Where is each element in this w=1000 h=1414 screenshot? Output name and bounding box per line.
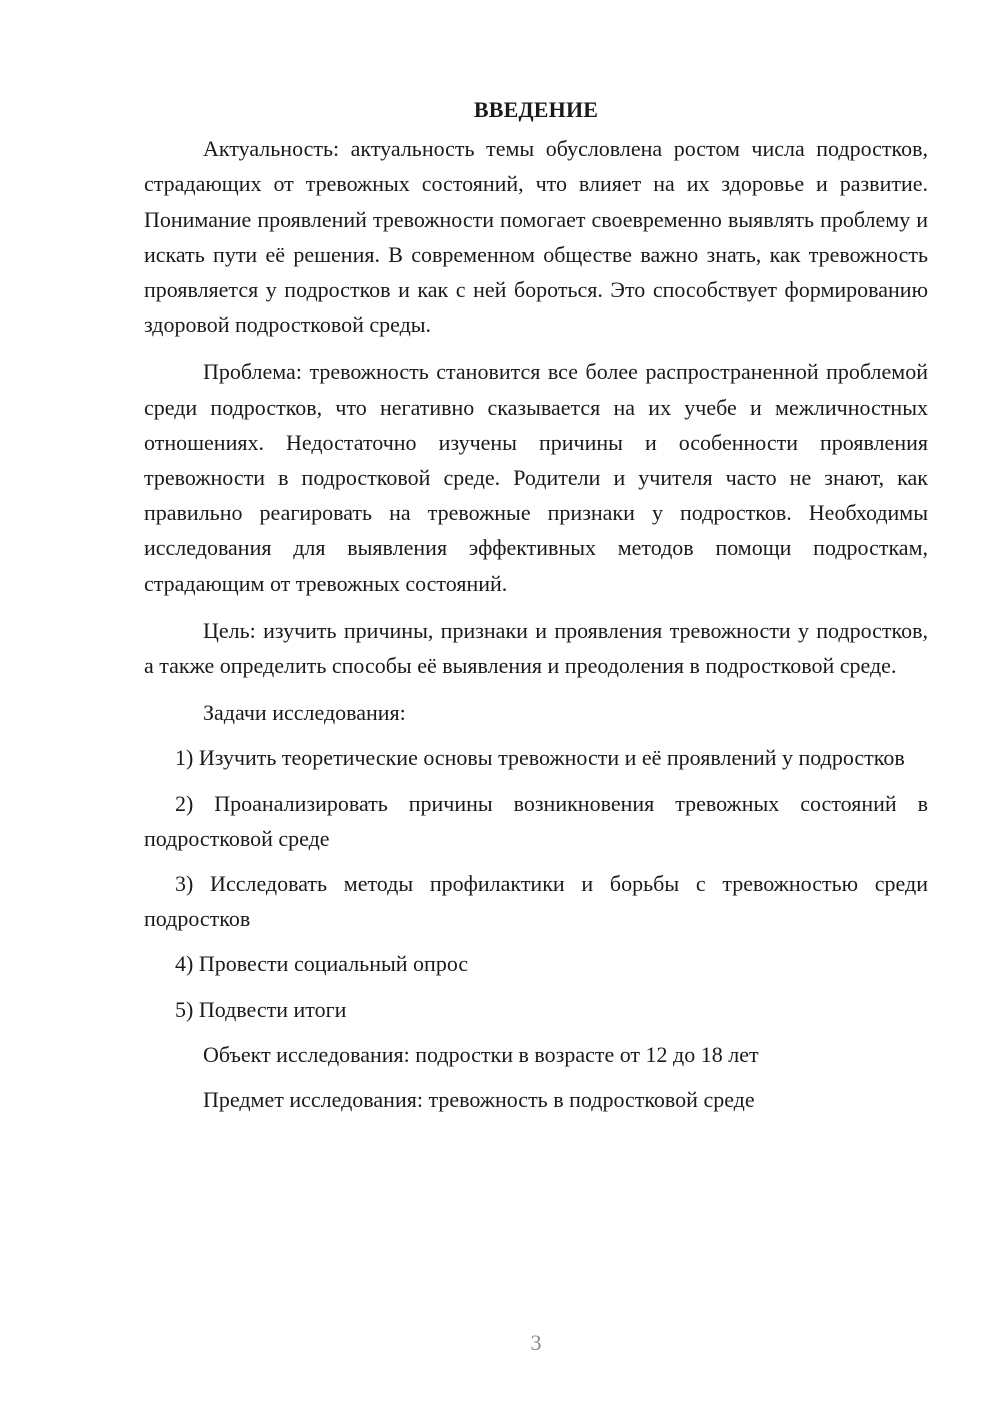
task-item: 2) Проанализировать причины возникновения тревожных состояний в подростковой среде xyxy=(144,790,928,851)
page-content xyxy=(144,92,928,1127)
page-number: 3 xyxy=(530,1330,542,1355)
task-item: 1) Изучить теоретические основы тревожности и её проявлений у подростков xyxy=(175,745,905,771)
research-subject: Предмет исследования: тревожность в подростковой среде xyxy=(203,1087,755,1113)
research-object: Объект исследования: подростки в возрасте от 12 до 18 лет xyxy=(203,1041,759,1067)
task-item: 3) Исследовать методы профилактики и борьбы с тревожностью среди подростков xyxy=(144,871,928,932)
problem-paragraph: Проблема: тревожность становится все более распространенной проблемой среди подростков, что негативно сказывается на их учебе и межличностных отношениях. Недостаточно изучены причины и особенности проявления тревожности в подростковой среде. Родители и учителя часто не знают, как правильно реагировать на тревожные признаки у подростков. Необходимы исследования для выявления эффективных методов помощи подросткам, страдающим от тревожных состояний. xyxy=(144,359,928,596)
goal-paragraph: Цель: изучить причины, признаки и проявления тревожности у подростков, а также определить способы её выявления и преодоления в подростковой среде. xyxy=(144,617,928,679)
task-item: 4) Провести социальный опрос xyxy=(175,951,469,977)
relevance-paragraph: Актуальность: актуальность темы обусловлена ростом числа подростков, страдающих от тревожных состояний, что влияет на их здоровье и развитие. Понимание проявлений тревожности помогает своевременно выявлять проблему и искать пути её решения. В современном обществе важно знать, как тревожность проявляется у подростков и как с ней бороться. Это способствует формированию здоровой подростковой среды. xyxy=(144,136,928,338)
page-heading: ВВЕДЕНИЕ xyxy=(473,97,599,122)
tasks-title: Задачи исследования: xyxy=(203,700,406,726)
task-item: 5) Подвести итоги xyxy=(175,996,347,1022)
